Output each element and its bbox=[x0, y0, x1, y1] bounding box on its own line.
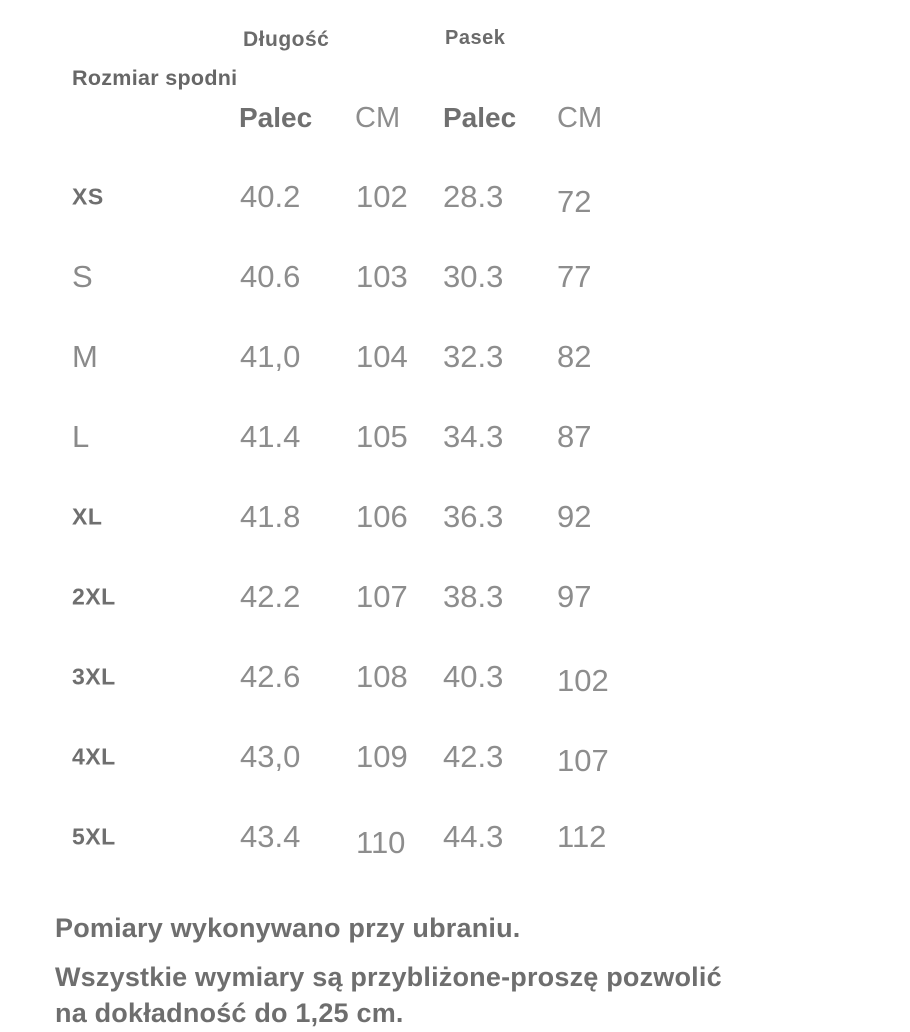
cell-pasek-palec: 44.3 bbox=[443, 819, 504, 854]
cell-dlugosc-palec: 43,0 bbox=[240, 739, 301, 774]
sub-header-pasek-palec: Palec bbox=[443, 102, 517, 133]
cell-pasek-cm: 107 bbox=[557, 743, 609, 778]
table-row-4xl bbox=[0, 717, 910, 797]
note-line-2: Wszystkie wymiary są przybliżone-proszę pozwolić bbox=[55, 962, 722, 992]
row-header-rozmiar-spodni: Rozmiar spodni bbox=[72, 66, 238, 90]
cell-dlugosc-cm: 106 bbox=[356, 499, 408, 534]
note-line-1: Pomiary wykonywano przy ubraniu. bbox=[55, 913, 521, 943]
cell-dlugosc-palec: 42.6 bbox=[240, 659, 301, 694]
cell-dlugosc-palec: 41.4 bbox=[240, 419, 301, 454]
size-label: L bbox=[72, 419, 90, 454]
cell-pasek-palec: 40.3 bbox=[443, 659, 504, 694]
measurement-notes bbox=[55, 910, 875, 1031]
sub-header-dlugosc-cm: CM bbox=[355, 102, 401, 134]
cell-pasek-cm: 112 bbox=[557, 819, 607, 854]
cell-dlugosc-palec: 42.2 bbox=[240, 579, 301, 614]
cell-dlugosc-cm: 103 bbox=[356, 259, 408, 294]
size-label: 4XL bbox=[72, 743, 116, 770]
size-table-body bbox=[0, 157, 910, 877]
note-line-3: na dokładność do 1,25 cm. bbox=[55, 998, 404, 1028]
cell-pasek-cm: 77 bbox=[557, 259, 592, 294]
cell-dlugosc-cm: 109 bbox=[356, 739, 408, 774]
table-row-xl bbox=[0, 477, 910, 557]
size-label: 5XL bbox=[72, 823, 116, 850]
cell-dlugosc-palec: 41,0 bbox=[240, 339, 301, 374]
cell-dlugosc-cm: 105 bbox=[356, 419, 408, 454]
cell-dlugosc-cm: 102 bbox=[356, 179, 408, 214]
table-row-2xl bbox=[0, 557, 910, 637]
table-row-s bbox=[0, 237, 910, 317]
size-label: XS bbox=[72, 183, 104, 210]
cell-pasek-palec: 28.3 bbox=[443, 179, 504, 214]
column-group-header-dlugosc: Długość bbox=[243, 28, 330, 51]
sub-header-row bbox=[0, 102, 910, 142]
cell-dlugosc-cm: 110 bbox=[356, 824, 406, 860]
cell-dlugosc-palec: 40.6 bbox=[240, 259, 301, 294]
cell-pasek-cm: 87 bbox=[557, 419, 592, 454]
size-label: XL bbox=[72, 503, 103, 530]
size-label: 3XL bbox=[72, 663, 116, 690]
cell-pasek-palec: 32.3 bbox=[443, 339, 504, 374]
sub-header-pasek-cm: CM bbox=[557, 102, 603, 134]
cell-dlugosc-cm: 104 bbox=[356, 339, 408, 374]
cell-pasek-cm: 82 bbox=[557, 339, 592, 374]
size-label: M bbox=[72, 339, 98, 374]
cell-dlugosc-palec: 41.8 bbox=[240, 499, 301, 534]
sub-header-dlugosc-palec: Palec bbox=[239, 102, 313, 133]
size-label: 2XL bbox=[72, 583, 116, 610]
table-row-xs bbox=[0, 157, 910, 237]
cell-pasek-cm: 72 bbox=[557, 183, 592, 219]
cell-pasek-palec: 30.3 bbox=[443, 259, 504, 294]
cell-dlugosc-cm: 108 bbox=[356, 659, 408, 694]
cell-pasek-palec: 42.3 bbox=[443, 739, 504, 774]
size-label: S bbox=[72, 259, 93, 294]
cell-pasek-palec: 38.3 bbox=[443, 579, 504, 614]
cell-dlugosc-cm: 107 bbox=[356, 579, 408, 614]
cell-pasek-cm: 102 bbox=[557, 663, 609, 698]
table-row-l bbox=[0, 397, 910, 477]
cell-dlugosc-palec: 43.4 bbox=[240, 819, 301, 854]
cell-pasek-palec: 34.3 bbox=[443, 419, 504, 454]
table-row-5xl bbox=[0, 797, 910, 877]
cell-dlugosc-palec: 40.2 bbox=[240, 179, 301, 214]
cell-pasek-cm: 92 bbox=[557, 499, 592, 534]
cell-pasek-cm: 97 bbox=[557, 579, 592, 614]
table-row-m bbox=[0, 317, 910, 397]
column-group-header-pasek: Pasek bbox=[445, 27, 506, 49]
table-row-3xl bbox=[0, 637, 910, 717]
cell-pasek-palec: 36.3 bbox=[443, 499, 504, 534]
